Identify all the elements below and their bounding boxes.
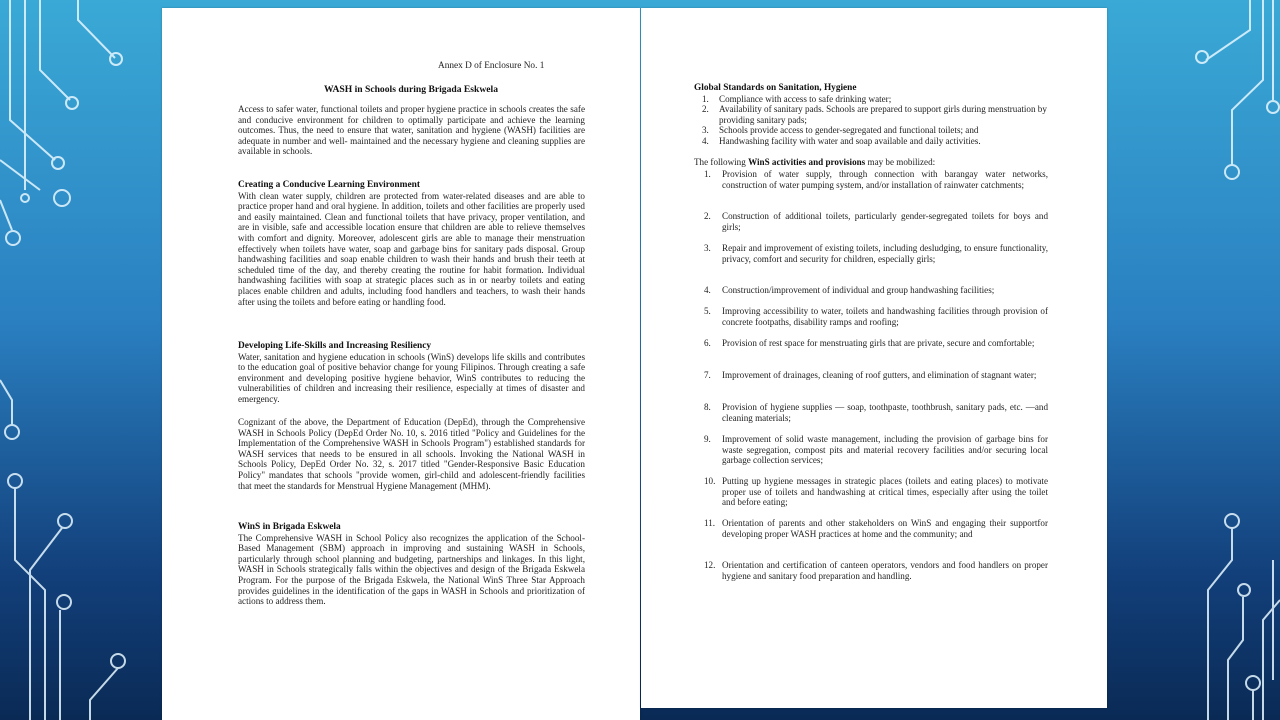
item-number: 2.	[704, 211, 711, 221]
section-heading: Creating a Conducive Learning Environment	[238, 180, 420, 190]
item-text: Compliance with access to safe drinking water;	[719, 94, 892, 104]
item-number: 9.	[704, 434, 711, 444]
document-title: WASH in Schools during Brigada Eskwela	[323, 84, 499, 95]
item-number: 4.	[702, 135, 709, 146]
item-text: Construction of additional toilets, particularly gender-segregated toilets for boys and girls;	[722, 211, 1048, 232]
activities-intro	[694, 157, 935, 167]
item-text: Provision of rest space for menstruating girls that are private, secure and comfortable;	[722, 338, 1035, 348]
item-text: Improvement of drainages, cleaning of roof gutters, and elimination of stagnant water;	[722, 370, 1037, 380]
list-item	[704, 211, 1048, 232]
item-number: 7.	[704, 370, 711, 380]
section-body: With clean water supply, children are protected from water-related diseases and are able to practice proper hand and oral hygiene. In addition, toilets and other facilities are properly used and easily maintained. Clean and functional toilets that have privacy, proper ventilation, and are in visible, safe and accessible location ensure that children are able to relieve themselves with comfort and dignity. Moreover, adolescent girls are able to manage their menstruation effectively when toilets have water, soap and garbage bins for sanitary pads disposal. Group handwashing facilities and soap enable children to wash their hands and brush their teeth at scheduled time of the day, and thereby creating the routine for habit formation. Individual handwashing facilities with soap at strategic places such as in or nearby toilets and eating places enable children and adults, including food handlers and teachers, to wash their hands after using the toilets and before eating or handling food.	[238, 190, 585, 307]
item-number: 3.	[704, 243, 711, 253]
item-text: Handwashing facility with water and soap available and daily activities.	[719, 135, 981, 146]
item-number: 8.	[704, 402, 711, 412]
section-life-skills	[238, 341, 585, 405]
section-heading: Developing Life-Skills and Increasing Resiliency	[238, 341, 432, 351]
section-body: Water, sanitation and hygiene education in schools (WinS) develops life skills and contributes to the education goal of positive behavior change for young Filipinos. Through creating a safe environment and developing positive hygiene behavior, WinS contributes to reducing the vulnerabilities of children and increasing their resilience, especially at times of disaster and emergency.	[238, 351, 585, 404]
item-text: Orientation and certification of canteen operators, vendors and food handlers on proper hygiene and sanitary food preparation and handling.	[722, 560, 1048, 581]
circuit-decoration-right	[1128, 0, 1280, 720]
circuit-decoration-left	[0, 0, 162, 720]
intro-suffix: may be mobilized:	[865, 157, 936, 167]
list-item	[704, 169, 1048, 190]
item-number: 10.	[704, 476, 716, 486]
section-conducive-environment	[238, 180, 585, 307]
list-item	[702, 94, 1052, 104]
item-number: 2.	[702, 104, 709, 115]
section-wins-brigada	[238, 522, 585, 607]
list-item	[704, 402, 1048, 423]
item-number: 12.	[704, 560, 716, 570]
item-text: Improving accessibility to water, toilets and handwashing facilities through provision of concrete footpaths, disability ramps and roofing;	[722, 306, 1048, 327]
list-item	[702, 104, 1052, 125]
item-text: Provision of hygiene supplies — soap, toothpaste, toothbrush, sanitary pads, etc. —and cleaning materials;	[722, 402, 1048, 423]
item-number: 6.	[704, 338, 711, 348]
item-number: 5.	[704, 306, 711, 316]
list-item	[704, 306, 1048, 327]
global-standards-heading: Global Standards on Sanitation, Hygiene	[694, 83, 857, 93]
intro-prefix: The following	[694, 157, 749, 167]
list-item	[704, 434, 1048, 466]
item-text: Improvement of solid waste management, including the provision of garbage bins for waste segregation, compost pits and material recovery facilities and/or securing local garbage collection services;	[722, 434, 1048, 466]
intro-paragraph	[238, 104, 585, 157]
item-text: Construction/improvement of individual and group handwashing facilities;	[722, 285, 995, 295]
item-number: 4.	[704, 285, 711, 295]
list-item	[704, 243, 1048, 264]
annex-label: Annex D of Enclosure No. 1	[438, 61, 545, 71]
list-item	[704, 560, 1048, 581]
item-number: 3.	[702, 125, 709, 136]
list-item	[704, 338, 1048, 349]
item-text: Putting up hygiene messages in strategic places (toilets and eating places) to motivate proper use of toilets and handwashing at critical times, especially after using the toilet and before eating;	[722, 476, 1048, 508]
item-text: Repair and improvement of existing toilets, including desludging, to ensure functionality, privacy, comfort and security for children, especially girls;	[722, 243, 1048, 264]
item-text: Availability of sanitary pads. Schools are prepared to support girls during menstruation by providing sanitary pads;	[719, 104, 1047, 125]
section-body: The Comprehensive WASH in School Policy also recognizes the application of the School-Based Management (SBM) approach in improving and sustaining WASH in Schools, particularly through school planning and budgeting, partnerships and linkages. In this light, WASH in Schools strategically falls within the objectives and design of the Brigada Eskwela Program. For the purpose of the Brigada Eskwela, the National WinS Three Star Approach provides guidelines in the identification of the gaps in WASH in Schools and prioritization of actions to address them.	[238, 532, 585, 607]
cognizant-paragraph	[238, 417, 585, 491]
item-number: 1.	[702, 94, 709, 104]
list-item	[704, 518, 1048, 539]
item-number: 1.	[704, 169, 711, 179]
intro-bold: WinS activities and provisions	[748, 157, 866, 167]
list-item	[704, 476, 1048, 508]
cognizant-text: Cognizant of the above, the Department of Education (DepEd), through the Comprehensive WASH in Schools Policy (DepEd Order No. 10, s. 2016 titled "Policy and Guidelines for the Implementation of the Comprehensive WASH in Schools Program") established standards for WASH services that needs to be ensured in all schools. Invoking the National WASH in Schools Policy, DepEd Order No. 32, s. 2017 titled "Gender-Responsive Basic Education Policy" mandates that schools "provide women, girl-child and adolescent-friendly facilities that meet the standards for Menstrual Hygiene Management (MHM).	[238, 417, 585, 491]
intro-text: Access to safer water, functional toilets and proper hygiene practice in schools creates the safe and conducive environment for children to optimally participate and achieve the learning outcomes. Thus, the need to ensure that water, sanitation and hygiene (WASH) facilities are adequate in number and well- maintained and the necessary hygiene and cleaning supplies are available in schools.	[238, 104, 585, 157]
item-number: 11.	[704, 518, 716, 528]
item-text: Schools provide access to gender-segregated and functional toilets; and	[719, 125, 979, 136]
list-item	[702, 125, 1052, 135]
global-standards-list	[702, 94, 1052, 146]
item-text: Provision of water supply, through connection with barangay water networks, construction of water pumping system, and/or installation of rainwater catchments;	[722, 169, 1048, 190]
list-item	[702, 136, 1052, 146]
section-heading: WinS in Brigada Eskwela	[238, 522, 341, 532]
list-item	[704, 370, 1048, 381]
item-text: Orientation of parents and other stakeholders on WinS and engaging their supportfor developing proper WASH practices at home and the community; and	[722, 518, 1048, 539]
list-item	[704, 285, 1048, 296]
